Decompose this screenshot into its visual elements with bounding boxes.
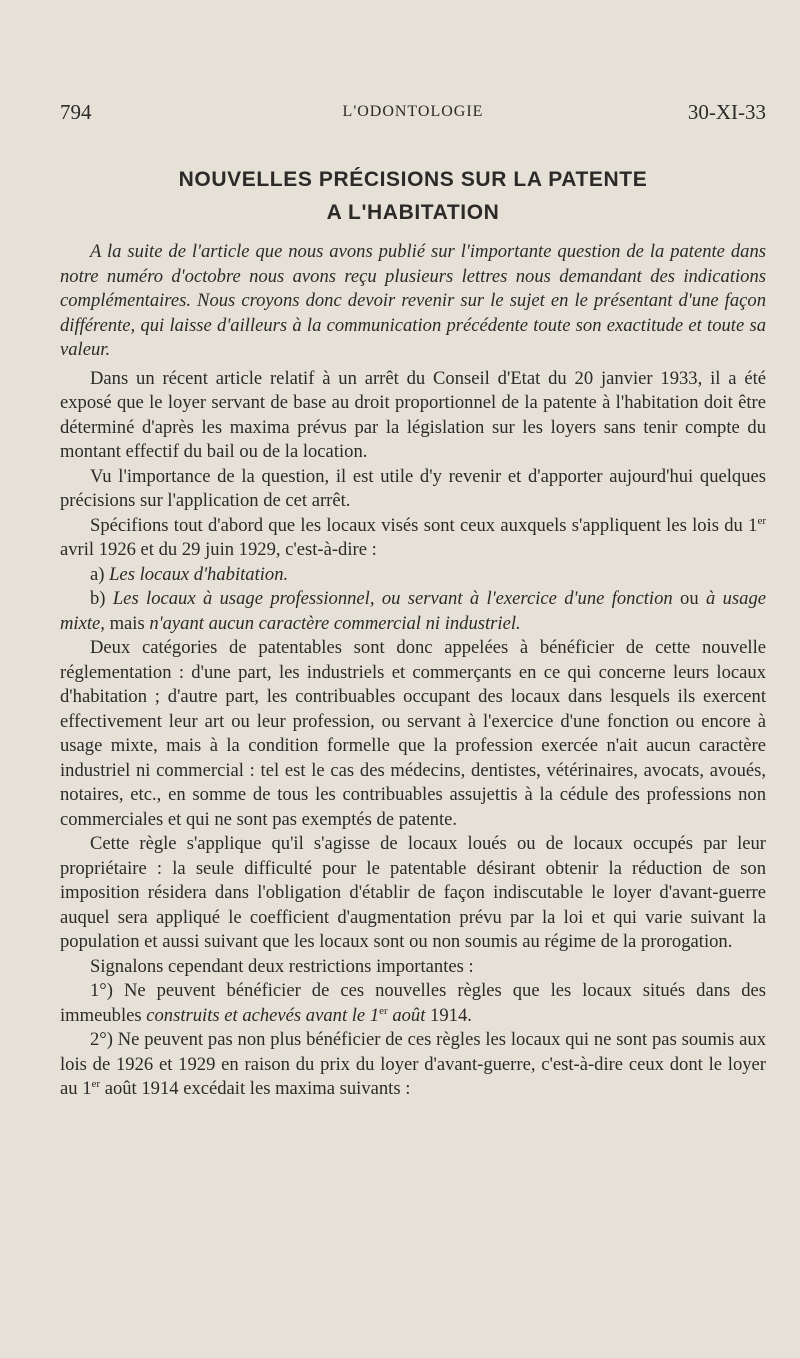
page-header [60, 100, 766, 130]
article-title-line-2: A L'HABITATION [326, 201, 500, 224]
paragraph-7-text-end: 1914. [425, 1004, 472, 1026]
paragraph-8-text: Ne peuvent pas non plus bénéficier de ces règles les locaux qui ne sont pas soumis aux lois de 1926 et 1929 en raison du prix du loyer d'avant-guerre, c'est-à-dire ceux dont le loyer au 1 [60, 1029, 766, 1099]
paragraph-8-label: 2°) [90, 1029, 118, 1050]
intro-paragraph: A la suite de l'article que nous avons publié sur l'importante question de la patente dans notre numéro d'octobre nous avons reçu plusieurs lettres nous demandant des indications complémentaires. Nous croyons donc devoir revenir sur le sujet en le présentant d'une façon différente, qui laisse d'ailleurs à la communication précédente toute son exactitude et toute sa valeur. [60, 241, 766, 360]
paragraph-3 [60, 514, 766, 563]
list-item-a-text: Les locaux d'habitation. [109, 563, 289, 585]
list-item-a [60, 563, 766, 588]
superscript: er [91, 1077, 101, 1090]
list-item-b-text-4: mais [104, 612, 150, 634]
paragraph-1: Dans un récent article relatif à un arrêt du Conseil d'Etat du 20 janvier 1933, il a été exposé que le loyer servant de base au droit proportionnel de la patente à l'habitation doit être déterminé d'après les maxima prévus par la législation sur les loyers sans tenir compte du montant effectif du bail ou de la location. [60, 367, 766, 462]
list-item-b-text-1: Les locaux à usage professionnel, ou servant à l'exercice d'une fonction [112, 588, 673, 609]
article-title-line-1: NOUVELLES PRÉCISIONS SUR LA PATENTE [178, 168, 648, 191]
page-number: 794 [60, 100, 92, 124]
journal-title: L'ODONTOLOGIE [342, 103, 484, 120]
paragraph-5: Cette règle s'applique qu'il s'agisse de locaux loués ou de locaux occupés par leur propriétaire : la seule difficulté pour le patentable désirant obtenir la réduction de son imposition résidera dans l'obligation d'établir de façon indiscutable le loyer d'avant-guerre auquel sera appliqué le coefficient d'augmentation prévu par la loi et qui varie suivant la population et aussi suivant que les locaux sont ou non soumis au régime de la prorogation. [60, 833, 766, 952]
paragraph-7-label: 1°) [90, 980, 124, 1001]
paragraph-7-italic-a: construits et achevés avant le 1 [146, 1004, 380, 1026]
superscript: er [757, 514, 766, 527]
list-item-b-text-3: à usage mixte, [60, 588, 767, 634]
paragraph-3-text: Spécifions tout d'abord que les locaux visés sont ceux auxquels s'appliquent les lois du 1 [90, 514, 758, 536]
list-item-b-label: b) [90, 588, 113, 609]
list-item-b [60, 587, 766, 636]
paragraph-3-text-end: avril 1926 et du 29 juin 1929, c'est-à-dire : [60, 539, 377, 560]
paragraph-2: Vu l'importance de la question, il est utile d'y revenir et d'apporter aujourd'hui quelques précisions sur l'application de cet arrêt. [60, 465, 766, 511]
paragraph-7 [60, 979, 766, 1028]
issue-date: 30-XI-33 [687, 100, 766, 124]
list-item-b-text-5: n'ayant aucun caractère commercial ni industriel. [149, 612, 521, 634]
list-item-a-label: a) [90, 563, 110, 585]
paragraph-4: Deux catégories de patentables sont donc appelées à bénéficier de cette nouvelle réglementation : d'une part, les industriels et commerçants en ce qui concerne leurs locaux d'habitation ; d'autre part, les contribuables occupant des locaux dans lesquels ils exercent effectivement leur art ou leur profession, ou servant à l'exercice d'une fonction ou encore à usage mixte, mais à la condition formelle que la profession exercée n'ait aucun caractère industriel ni commercial : tel est le cas des médecins, dentistes, vétérinaires, avocats, avoués, notaires, etc., en somme de tous les contribuables assujettis à la cédule des professions non commerciales et qui ne sont pas exemptés de patente. [60, 637, 766, 830]
article-title [60, 163, 766, 229]
article-body [60, 240, 766, 1102]
list-item-b-text-2: ou [672, 588, 706, 609]
superscript: er [379, 1004, 388, 1017]
paragraph-7-italic-b: août [387, 1004, 426, 1026]
paragraph-8-text-end: août 1914 excédait les maxima suivants : [100, 1078, 411, 1099]
paragraph-8 [60, 1028, 766, 1102]
paragraph-7-text: Ne peuvent bénéficier de ces nouvelles règles que les locaux situés dans des immeubles [60, 980, 767, 1026]
paragraph-6: Signalons cependant deux restrictions importantes : [90, 955, 474, 977]
